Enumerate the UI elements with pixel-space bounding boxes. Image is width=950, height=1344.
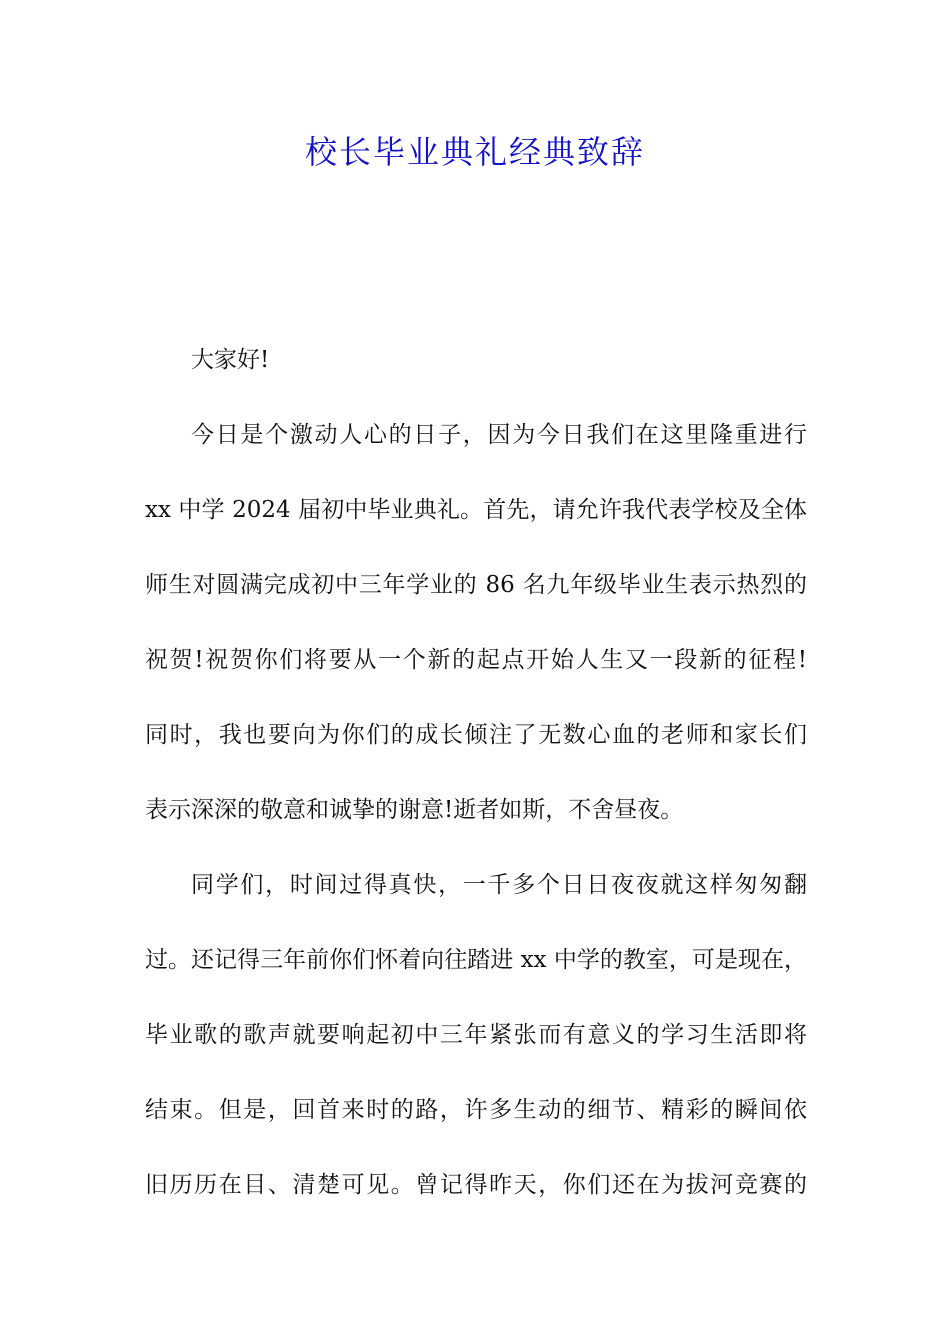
- paragraph-line: 表示深深的敬意和诚挚的谢意!逝者如斯，不舍昼夜。: [145, 797, 684, 823]
- document-title: 校长毕业典礼经典致辞: [304, 133, 645, 171]
- paragraph-line: 旧历历在目、清楚可见。曾记得昨天，你们还在为拔河竞赛的: [145, 1172, 807, 1198]
- paragraph-line: 结束。但是，回首来时的路，许多生动的细节、精彩的瞬间依: [145, 1097, 807, 1123]
- greeting-line: 大家好!: [191, 347, 270, 373]
- paragraph-line: 师生对圆满完成初中三年学业的 86 名九年级毕业生表示热烈的: [145, 572, 807, 598]
- paragraph-line: 今日是个激动人心的日子，因为今日我们在这里隆重进行: [191, 422, 807, 448]
- paragraph-line: 毕业歌的歌声就要响起初中三年紧张而有意义的学习生活即将: [145, 1022, 807, 1048]
- paragraph-line: 过。还记得三年前你们怀着向往踏进 xx 中学的教室，可是现在，: [145, 947, 807, 973]
- paragraph-line: xx 中学 2024 届初中毕业典礼。首先，请允许我代表学校及全体: [145, 497, 807, 523]
- paragraph-line: 同学们，时间过得真快，一千多个日日夜夜就这样匆匆翻: [191, 872, 807, 898]
- paragraph-line: 祝贺!祝贺你们将要从一个新的起点开始人生又一段新的征程!: [145, 647, 807, 673]
- paragraph-line: 同时，我也要向为你们的成长倾注了无数心血的老师和家长们: [145, 722, 807, 748]
- document-body: [145, 336, 807, 1236]
